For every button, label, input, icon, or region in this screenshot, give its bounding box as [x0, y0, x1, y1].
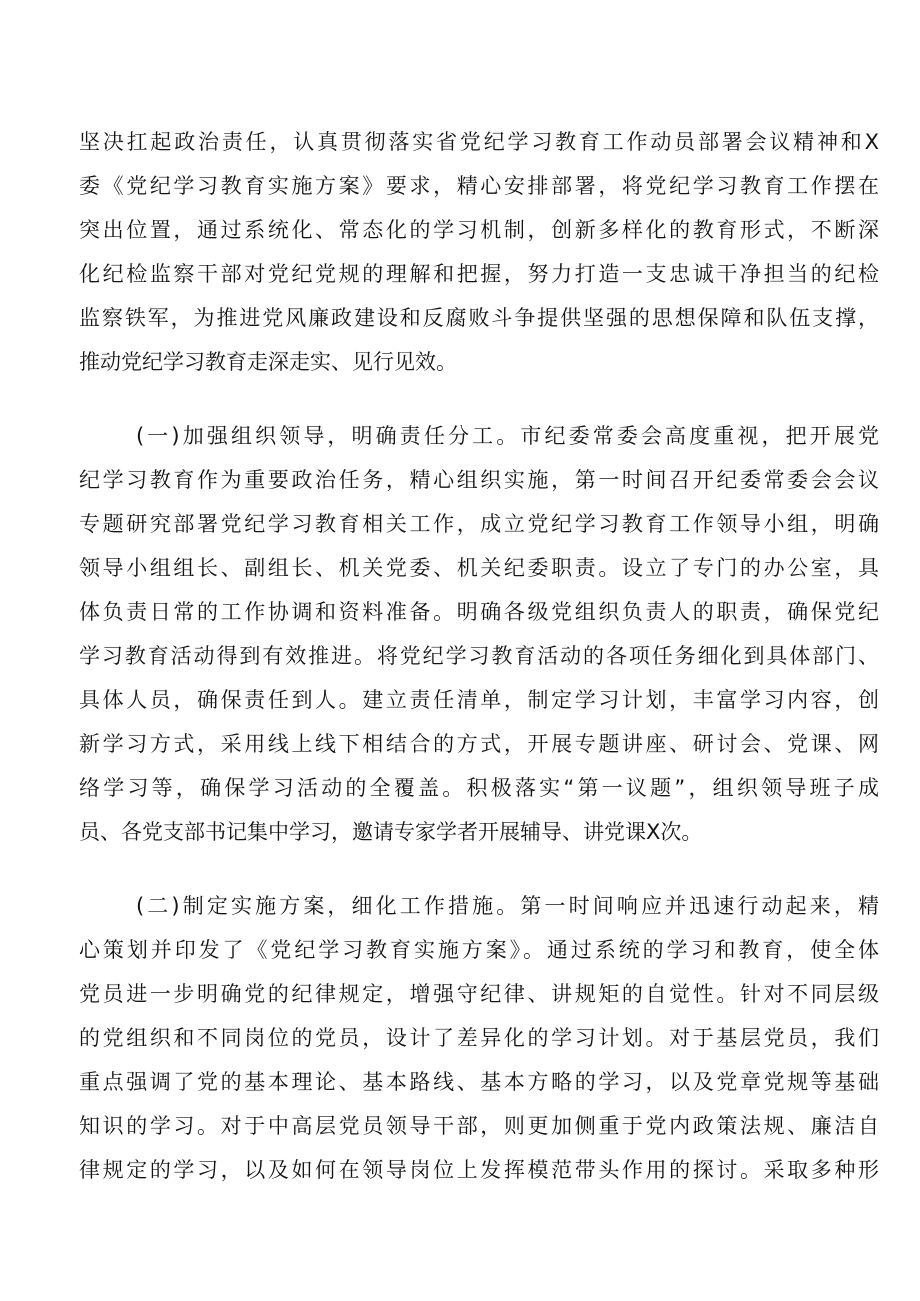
- paragraph-section-1: [79, 414, 879, 854]
- paragraph-intro: [79, 120, 879, 384]
- paragraph-spacer: [79, 854, 879, 884]
- document-body: [79, 120, 879, 1192]
- text-line: 的党组织和不同岗位的党员，设计了差异化的学习计划。对于基层党员，我们: [79, 1026, 879, 1050]
- text-line: 具体人员，确保责任到人。建立责任清单，制定学习计划，丰富学习内容，创: [79, 688, 879, 712]
- text-line: 坚决扛起政治责任，认真贯彻落实省党纪学习教育工作动员部署会议精神和X: [79, 130, 879, 154]
- text-line: 委《党纪学习教育实施方案》要求，精心安排部署，将党纪学习教育工作摆在: [79, 174, 879, 198]
- text-line: 员、各党支部书记集中学习，邀请专家学者开展辅导、讲党课X次。: [79, 820, 703, 844]
- text-line: 化纪检监察干部对党纪党规的理解和把握，努力打造一支忠诚干净担当的纪检: [79, 262, 879, 286]
- text-line: 突出位置，通过系统化、常态化的学习机制，创新多样化的教育形式，不断深: [79, 218, 879, 242]
- text-line: 律规定的学习，以及如何在领导岗位上发挥模范带头作用的探讨。采取多种形: [79, 1158, 879, 1182]
- text-line: 领导小组组长、副组长、机关党委、机关纪委职责。设立了专门的办公室，具: [79, 556, 879, 580]
- text-line: 推动党纪学习教育走深走实、见行见效。: [79, 350, 457, 374]
- text-line: 体负责日常的工作协调和资料准备。明确各级党组织负责人的职责，确保党纪: [79, 600, 879, 624]
- section-heading-line: (二)制定实施方案，细化工作措施。第一时间响应并迅速行动起来，精: [136, 894, 879, 918]
- text-line: 监察铁军，为推进党风廉政建设和反腐败斗争提供坚强的思想保障和队伍支撑，: [79, 306, 879, 330]
- paragraph-spacer: [79, 384, 879, 414]
- text-line: 络学习等，确保学习活动的全覆盖。积极落实“第一议题”，组织领导班子成: [79, 776, 879, 800]
- text-line: 学习教育活动得到有效推进。将党纪学习教育活动的各项任务细化到具体部门、: [79, 644, 879, 668]
- text-line: 纪学习教育作为重要政治任务，精心组织实施，第一时间召开纪委常委会会议: [79, 468, 879, 492]
- text-line: 专题研究部署党纪学习教育相关工作，成立党纪学习教育工作领导小组，明确: [79, 512, 879, 536]
- paragraph-section-2: [79, 884, 879, 1192]
- text-line: 重点强调了党的基本理论、基本路线、基本方略的学习，以及党章党规等基础: [79, 1070, 879, 1094]
- text-line: 心策划并印发了《党纪学习教育实施方案》。通过系统的学习和教育，使全体: [79, 938, 879, 962]
- text-line: 知识的学习。对于中高层党员领导干部，则更加侧重于党内政策法规、廉洁自: [79, 1114, 879, 1138]
- text-line: 党员进一步明确党的纪律规定，增强守纪律、讲规矩的自觉性。针对不同层级: [79, 982, 879, 1006]
- text-line: 新学习方式，采用线上线下相结合的方式，开展专题讲座、研讨会、党课、网: [79, 732, 879, 756]
- section-heading-line: (一)加强组织领导，明确责任分工。市纪委常委会高度重视，把开展党: [136, 424, 879, 448]
